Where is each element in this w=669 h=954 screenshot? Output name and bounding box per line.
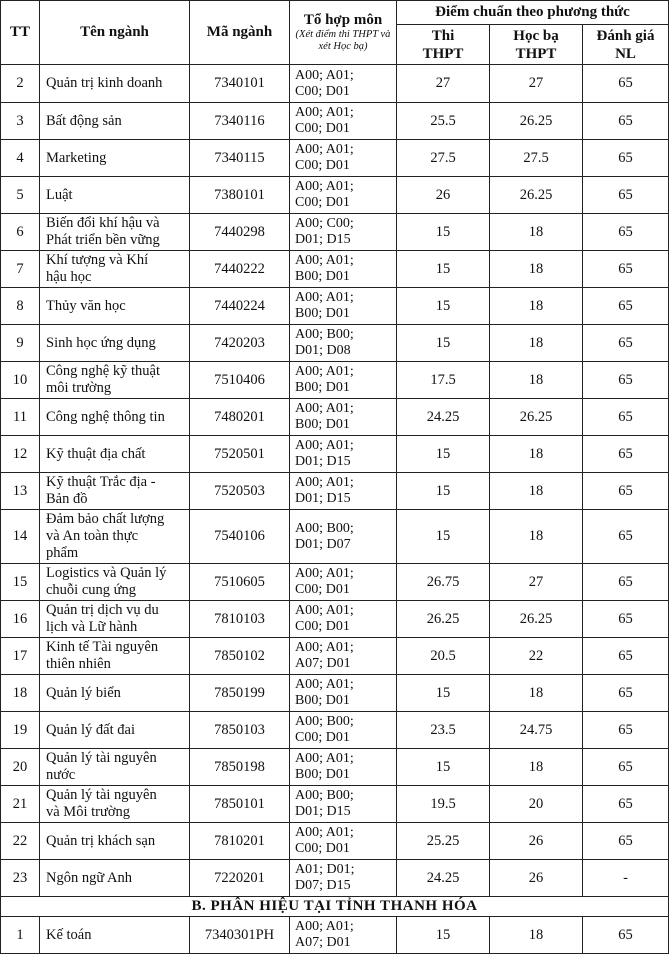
major-name-line: môi trường (46, 380, 112, 396)
score-nl: 65 (583, 436, 669, 473)
subject-combination-line: B00; D01 (295, 269, 350, 284)
major-name (40, 601, 190, 638)
major-name (40, 362, 190, 399)
score-thpt: 24.25 (397, 860, 490, 897)
score-thpt: 25.25 (397, 823, 490, 860)
score-hocba: 18 (490, 473, 583, 510)
major-name-line: Logistics và Quản lý (46, 565, 167, 581)
header-tt: TT (1, 1, 40, 65)
row-number: 20 (1, 749, 40, 786)
row-number: 11 (1, 399, 40, 436)
major-name (40, 399, 190, 436)
score-thpt: 15 (397, 436, 490, 473)
subject-combination (290, 786, 397, 823)
table-row (1, 860, 669, 897)
subject-combination-line: D01; D15 (295, 232, 351, 247)
subject-combination (290, 564, 397, 601)
major-name-line: hậu học (46, 269, 92, 285)
row-number: 5 (1, 177, 40, 214)
major-name-line: và Môi trường (46, 804, 130, 820)
major-name-line: và An toàn thực (46, 528, 139, 544)
major-name-line: chuỗi cung ứng (46, 582, 137, 598)
subject-combination-line: A00; A01; (295, 566, 354, 581)
score-thpt: 27.5 (397, 140, 490, 177)
major-name (40, 251, 190, 288)
score-thpt: 23.5 (397, 712, 490, 749)
score-thpt: 15 (397, 473, 490, 510)
row-number: 13 (1, 473, 40, 510)
subject-combination-line: D01; D08 (295, 343, 351, 358)
major-name (40, 65, 190, 103)
major-name-line: Bản đồ (46, 491, 88, 507)
subject-combination (290, 103, 397, 140)
subject-combination (290, 860, 397, 897)
row-number: 16 (1, 601, 40, 638)
score-nl: 65 (583, 917, 669, 954)
score-thpt: 26.75 (397, 564, 490, 601)
table-row (1, 436, 669, 473)
score-nl: 65 (583, 638, 669, 675)
score-nl: 65 (583, 288, 669, 325)
major-name-line: lịch và Lữ hành (46, 619, 138, 635)
subject-combination (290, 749, 397, 786)
major-code: 7540106 (190, 510, 290, 564)
major-name-line: thiên nhiên (46, 656, 111, 672)
score-nl: 65 (583, 749, 669, 786)
score-hocba: 26 (490, 823, 583, 860)
major-name (40, 436, 190, 473)
subject-combination (290, 177, 397, 214)
subject-combination-line: A00; A01; (295, 364, 354, 379)
subject-combination-line: A00; C00; (295, 216, 354, 231)
subject-combination-line: A00; B00; (295, 520, 354, 536)
section-a-rows (1, 65, 669, 897)
score-nl: 65 (583, 251, 669, 288)
section-b-heading-row (1, 897, 669, 917)
major-name (40, 177, 190, 214)
major-name (40, 786, 190, 823)
score-nl: 65 (583, 103, 669, 140)
header-nl-line: Đánh giá (596, 27, 655, 44)
subject-combination-line: C00; D01 (295, 841, 350, 856)
subject-combination (290, 823, 397, 860)
score-thpt: 24.25 (397, 399, 490, 436)
subject-combination-line: A00; A01; (295, 105, 354, 120)
subject-combination-line: A00; A01; (295, 67, 354, 83)
subject-combination-line: A00; A01; (295, 253, 354, 268)
major-name (40, 860, 190, 897)
major-code: 7340115 (190, 140, 290, 177)
subject-combination-line: C00; D01 (295, 619, 350, 634)
score-hocba: 26.25 (490, 601, 583, 638)
score-thpt: 15 (397, 288, 490, 325)
subject-combination-line: A00; A01; (295, 603, 354, 618)
subject-combination-line: A00; A01; (295, 751, 354, 766)
score-hocba: 18 (490, 325, 583, 362)
major-code: 7850103 (190, 712, 290, 749)
section-b-title: B. PHÂN HIỆU TẠI TỈNH THANH HÓA (1, 897, 669, 917)
subject-combination (290, 65, 397, 103)
subject-combination-line: A00; B00; (295, 788, 354, 803)
row-number: 12 (1, 436, 40, 473)
subject-combination-line: A00; A01; (295, 438, 354, 453)
subject-combination-line: A00; A01; (295, 919, 354, 934)
header-thpt-line: Thi (431, 27, 455, 44)
row-number: 9 (1, 325, 40, 362)
score-hocba: 27 (490, 65, 583, 103)
major-name-line: Kế toán (46, 926, 92, 943)
row-number: 21 (1, 786, 40, 823)
major-name-line: Quản lý tài nguyên (46, 787, 157, 803)
score-thpt: 15 (397, 214, 490, 251)
row-number: 17 (1, 638, 40, 675)
subject-combination (290, 140, 397, 177)
subject-combination-line: D07; D15 (295, 878, 351, 893)
table-row (1, 362, 669, 399)
subject-combination (290, 362, 397, 399)
table-row (1, 823, 669, 860)
row-number: 2 (1, 65, 40, 103)
subject-combination-line: B00; D01 (295, 380, 350, 395)
row-number: 4 (1, 140, 40, 177)
subject-combination-line: D01; D15 (295, 491, 351, 506)
major-name-line: Kỹ thuật địa chất (46, 445, 146, 462)
subject-combination (290, 473, 397, 510)
table-row (1, 564, 669, 601)
header-nl (583, 25, 669, 65)
major-code: 7810201 (190, 823, 290, 860)
major-code: 7340101 (190, 65, 290, 103)
score-nl: 65 (583, 325, 669, 362)
row-number: 14 (1, 510, 40, 564)
table-row (1, 749, 669, 786)
major-name-line: Bất động sản (46, 112, 122, 129)
subject-combination-line: D01; D15 (295, 454, 351, 469)
row-number: 6 (1, 214, 40, 251)
major-name-line: Khí tượng và Khí (46, 252, 149, 268)
major-name-line: phẩm (46, 545, 79, 561)
table-row (1, 140, 669, 177)
subject-combination-line: A00; A01; (295, 290, 354, 305)
major-name (40, 917, 190, 954)
score-thpt: 15 (397, 749, 490, 786)
score-nl: 65 (583, 564, 669, 601)
table-row (1, 177, 669, 214)
score-hocba: 18 (490, 251, 583, 288)
score-hocba: 26.25 (490, 103, 583, 140)
major-name (40, 675, 190, 712)
score-nl: 65 (583, 214, 669, 251)
major-code: 7420203 (190, 325, 290, 362)
header-combo-title: Tổ hợp môn (303, 12, 383, 28)
row-number: 8 (1, 288, 40, 325)
subject-combination-line: D01; D15 (295, 804, 351, 819)
major-name-line: Biến đổi khí hậu và (46, 215, 160, 231)
score-nl: 65 (583, 140, 669, 177)
major-name (40, 140, 190, 177)
subject-combination-line: C00; D01 (295, 158, 350, 173)
score-hocba: 27.5 (490, 140, 583, 177)
score-nl: 65 (583, 601, 669, 638)
table-row (1, 675, 669, 712)
major-name-line: Phát triển bền vững (46, 232, 160, 248)
major-code: 7520501 (190, 436, 290, 473)
subject-combination-line: A00; B00; (295, 714, 354, 729)
major-name-line: Kỹ thuật Trắc địa - (46, 474, 156, 490)
major-code: 7510605 (190, 564, 290, 601)
header-score-group: Điểm chuẩn theo phương thức (397, 1, 669, 25)
score-hocba: 18 (490, 362, 583, 399)
major-code: 7340116 (190, 103, 290, 140)
score-hocba: 18 (490, 675, 583, 712)
score-thpt: 15 (397, 325, 490, 362)
score-hocba: 18 (490, 288, 583, 325)
table-row (1, 103, 669, 140)
major-name-line: Quản lý biển (46, 684, 121, 701)
subject-combination-line: A00; A01; (295, 401, 354, 416)
subject-combination (290, 712, 397, 749)
score-thpt: 26 (397, 177, 490, 214)
major-name-line: Ngôn ngữ Anh (46, 869, 133, 886)
major-name-line: nước (46, 767, 76, 783)
subject-combination-line: B00; D01 (295, 417, 350, 432)
score-nl: 65 (583, 177, 669, 214)
row-number: 19 (1, 712, 40, 749)
score-thpt: 15 (397, 675, 490, 712)
score-hocba: 18 (490, 436, 583, 473)
section-b-rows (1, 917, 669, 954)
major-code: 7850199 (190, 675, 290, 712)
table-row (1, 65, 669, 103)
score-nl: 65 (583, 510, 669, 564)
major-name-line: Công nghệ thông tin (46, 408, 165, 425)
major-code: 7850102 (190, 638, 290, 675)
major-name-line: Quản trị kinh doanh (46, 75, 163, 91)
major-code: 7440222 (190, 251, 290, 288)
score-hocba: 22 (490, 638, 583, 675)
score-nl: 65 (583, 65, 669, 103)
table-row (1, 325, 669, 362)
section-b (1, 897, 669, 917)
subject-combination (290, 325, 397, 362)
subject-combination-line: A00; A01; (295, 475, 354, 490)
score-nl: 65 (583, 712, 669, 749)
header-thpt (397, 25, 490, 65)
score-nl: 65 (583, 675, 669, 712)
score-hocba: 26.25 (490, 399, 583, 436)
subject-combination (290, 436, 397, 473)
major-name-line: Marketing (46, 149, 107, 166)
row-number: 7 (1, 251, 40, 288)
table-row (1, 638, 669, 675)
subject-combination (290, 917, 397, 954)
major-name-line: Luật (46, 186, 73, 203)
table-row (1, 288, 669, 325)
header-thpt-line: THPT (422, 45, 464, 62)
header-row-top (1, 1, 669, 25)
table-row (1, 601, 669, 638)
header-hocba-line: THPT (515, 45, 557, 62)
table-row (1, 251, 669, 288)
subject-combination-line: C00; D01 (295, 730, 350, 745)
table-row (1, 712, 669, 749)
header-combo-note: (Xét điểm thi THPT và xét Học bạ) (295, 29, 391, 52)
score-hocba: 26.25 (490, 177, 583, 214)
score-nl: 65 (583, 399, 669, 436)
subject-combination-line: C00; D01 (295, 582, 350, 597)
score-thpt: 15 (397, 917, 490, 954)
score-thpt: 15 (397, 510, 490, 564)
score-nl: 65 (583, 473, 669, 510)
major-name (40, 214, 190, 251)
subject-combination-line: A07; D01 (295, 935, 351, 950)
major-code: 7520503 (190, 473, 290, 510)
subject-combination (290, 601, 397, 638)
score-thpt: 20.5 (397, 638, 490, 675)
major-name (40, 823, 190, 860)
subject-combination-line: A07; D01 (295, 656, 351, 671)
row-number: 1 (1, 917, 40, 954)
subject-combination (290, 288, 397, 325)
score-hocba: 24.75 (490, 712, 583, 749)
score-nl: - (583, 860, 669, 897)
subject-combination (290, 399, 397, 436)
table-row (1, 510, 669, 564)
subject-combination-line: A00; A01; (295, 677, 354, 692)
major-code: 7340301PH (190, 917, 290, 954)
major-name-line: Sinh học ứng dụng (46, 334, 156, 351)
major-name-line: Đảm bảo chất lượng (46, 511, 165, 527)
subject-combination (290, 510, 397, 564)
major-code: 7810103 (190, 601, 290, 638)
table-row (1, 399, 669, 436)
score-hocba: 18 (490, 214, 583, 251)
score-nl: 65 (583, 362, 669, 399)
subject-combination-line: A00; A01; (295, 640, 354, 655)
major-code: 7480201 (190, 399, 290, 436)
major-code: 7380101 (190, 177, 290, 214)
score-thpt: 27 (397, 65, 490, 103)
row-number: 23 (1, 860, 40, 897)
major-name (40, 473, 190, 510)
table-row (1, 473, 669, 510)
subject-combination-line: A00; A01; (295, 825, 354, 840)
score-thpt: 19.5 (397, 786, 490, 823)
major-name (40, 288, 190, 325)
subject-combination (290, 251, 397, 288)
score-hocba: 18 (490, 749, 583, 786)
major-name-line: Kinh tế Tài nguyên (46, 639, 159, 655)
major-name (40, 712, 190, 749)
score-thpt: 17.5 (397, 362, 490, 399)
row-number: 10 (1, 362, 40, 399)
table-row (1, 214, 669, 251)
major-name (40, 638, 190, 675)
major-code: 7510406 (190, 362, 290, 399)
score-nl: 65 (583, 786, 669, 823)
subject-combination-line: C00; D01 (295, 83, 350, 99)
header-code: Mã ngành (190, 1, 290, 65)
major-code: 7220201 (190, 860, 290, 897)
table-row (1, 786, 669, 823)
major-name-line: Quản lý đất đai (46, 721, 135, 738)
subject-combination-line: A01; D01; (295, 862, 355, 877)
subject-combination-line: A00; B00; (295, 327, 354, 342)
score-hocba: 27 (490, 564, 583, 601)
score-thpt: 25.5 (397, 103, 490, 140)
score-thpt: 26.25 (397, 601, 490, 638)
score-hocba: 26 (490, 860, 583, 897)
major-name-line: Quản trị khách sạn (46, 832, 156, 849)
score-nl: 65 (583, 823, 669, 860)
row-number: 22 (1, 823, 40, 860)
subject-combination-line: D01; D07 (295, 536, 351, 552)
subject-combination-line: A00; A01; (295, 179, 354, 194)
score-thpt: 15 (397, 251, 490, 288)
subject-combination (290, 214, 397, 251)
major-name (40, 749, 190, 786)
major-name (40, 510, 190, 564)
subject-combination-line: B00; D01 (295, 767, 350, 782)
subject-combination-line: C00; D01 (295, 121, 350, 136)
score-hocba: 18 (490, 917, 583, 954)
header-hocba (490, 25, 583, 65)
header-combo (290, 1, 397, 65)
major-name (40, 103, 190, 140)
subject-combination-line: A00; A01; (295, 142, 354, 157)
subject-combination-line: B00; D01 (295, 693, 350, 708)
row-number: 3 (1, 103, 40, 140)
score-hocba: 20 (490, 786, 583, 823)
major-code: 7850101 (190, 786, 290, 823)
header-name: Tên ngành (40, 1, 190, 65)
major-name-line: Quản trị dịch vụ du (46, 602, 159, 618)
subject-combination-line: B00; D01 (295, 306, 350, 321)
subject-combination-line: C00; D01 (295, 195, 350, 210)
major-name (40, 325, 190, 362)
subject-combination (290, 638, 397, 675)
header-hocba-line: Học bạ (513, 27, 559, 44)
major-name-line: Thủy văn học (46, 297, 126, 314)
row-number: 18 (1, 675, 40, 712)
major-name-line: Quản lý tài nguyên (46, 750, 157, 766)
score-hocba: 18 (490, 510, 583, 564)
header-nl-line: NL (615, 45, 636, 62)
subject-combination (290, 675, 397, 712)
table-row (1, 917, 669, 954)
major-code: 7850198 (190, 749, 290, 786)
row-number: 15 (1, 564, 40, 601)
major-code: 7440224 (190, 288, 290, 325)
major-code: 7440298 (190, 214, 290, 251)
major-name (40, 564, 190, 601)
major-name-line: Công nghệ kỹ thuật (46, 363, 160, 379)
